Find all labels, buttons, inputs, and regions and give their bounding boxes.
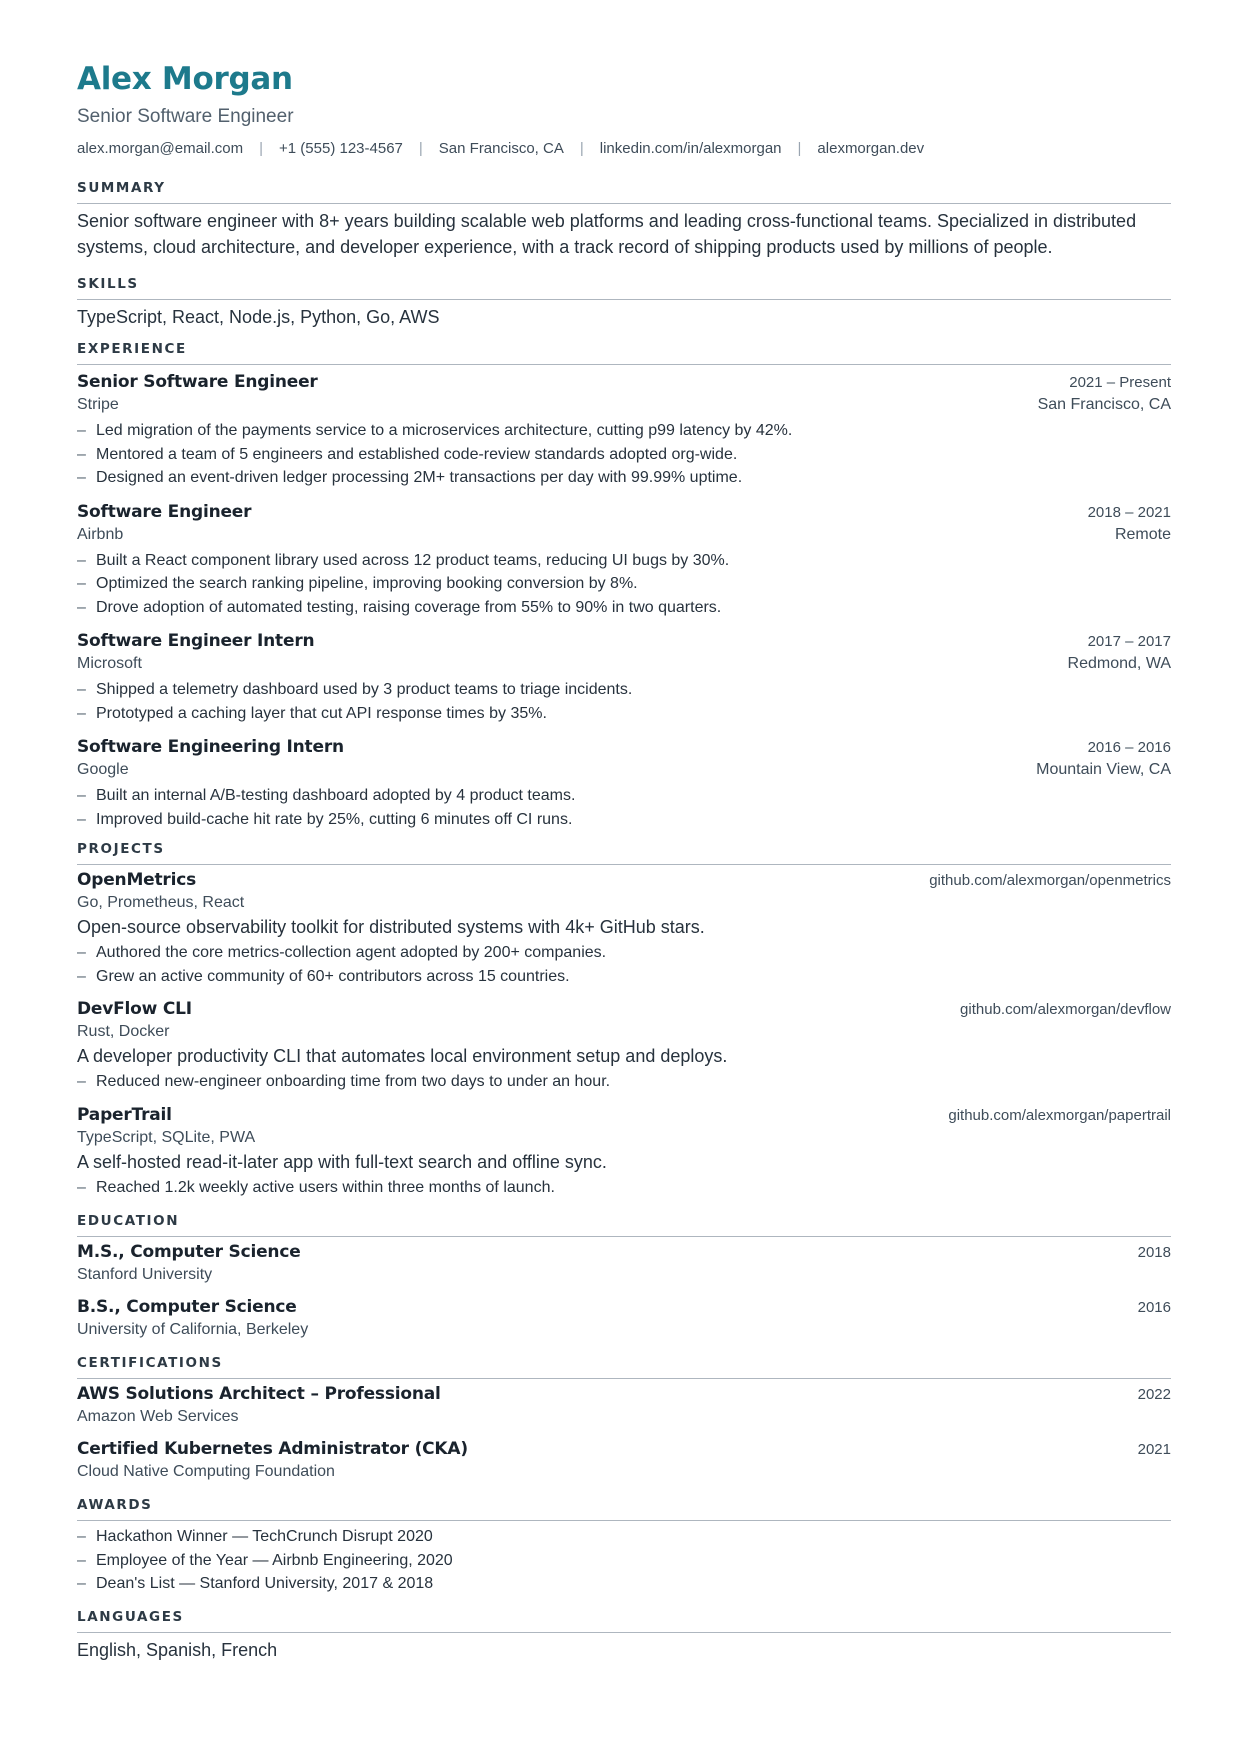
project-link[interactable]: github.com/alexmorgan/papertrail: [948, 1106, 1171, 1124]
job-dates: 2017 – 2017: [1087, 633, 1171, 650]
job-dates: 2018 – 2021: [1087, 503, 1171, 521]
section-heading: SUMMARY: [77, 180, 166, 196]
candidate-name: Alex Morgan: [77, 61, 293, 97]
project-bullets: [77, 1176, 1171, 1200]
experience-item: [77, 630, 1171, 725]
section-rule: [77, 1236, 1171, 1237]
experience-item: [77, 736, 1171, 831]
project-item: [77, 998, 1171, 1094]
job-title: Software Engineer Intern: [77, 631, 315, 651]
list-item: – Drove adoption of automated testing, raising coverage from 55% to 90% in two quarters.: [77, 598, 722, 616]
list-item: – Built a React component library used across 12 product teams, reducing UI bugs by 30%.: [77, 551, 730, 569]
project-description: A developer productivity CLI that automates local environment setup and deploys.: [77, 1046, 728, 1066]
job-location: Redmond, WA: [1067, 655, 1171, 672]
list-item: – Mentored a team of 5 engineers and established code-review standards adopted org-wide.: [77, 445, 738, 463]
section-education: [77, 1213, 1171, 1341]
resume-content: [77, 60, 1171, 1663]
list-item: – Built an internal A/B-testing dashboard adopted by 4 product teams.: [77, 787, 576, 804]
contact-website[interactable]: alexmorgan.dev: [817, 140, 925, 157]
degree-year: 2016: [1137, 1299, 1171, 1316]
section-certifications: [77, 1355, 1171, 1483]
project-name: OpenMetrics: [77, 870, 197, 890]
section-heading: CERTIFICATIONS: [77, 1355, 223, 1371]
certification-year: 2021: [1137, 1441, 1171, 1458]
experience-item: [77, 501, 1171, 620]
company-name: Microsoft: [77, 655, 142, 672]
job-bullets: [77, 549, 1171, 620]
section-skills: [77, 276, 1171, 330]
section-rule: [77, 1632, 1171, 1633]
section-heading: EXPERIENCE: [77, 341, 187, 357]
skills-text: TypeScript, React, Node.js, Python, Go, AWS: [77, 307, 440, 327]
certification-year: 2022: [1137, 1386, 1171, 1403]
section-heading: SKILLS: [77, 276, 139, 292]
project-bullets: [77, 941, 1171, 988]
section-languages: [77, 1609, 1171, 1663]
certification-name: Certified Kubernetes Administrator (CKA): [77, 1439, 468, 1459]
job-title: Software Engineer: [77, 501, 252, 522]
section-rule: [77, 1378, 1171, 1379]
company-name: Airbnb: [77, 525, 124, 543]
experience-item: [77, 371, 1171, 490]
contact-location: San Francisco, CA: [438, 140, 564, 157]
contact-separator: |: [259, 140, 264, 157]
project-bullets: [77, 1070, 1171, 1094]
project-link[interactable]: github.com/alexmorgan/openmetrics: [929, 872, 1171, 889]
company-name: Google: [77, 761, 129, 778]
list-item: – Prototyped a caching layer that cut API response times by 35%.: [77, 704, 547, 722]
school-name: University of California, Berkeley: [77, 1321, 309, 1338]
summary-text: Senior software engineer with 8+ years building scalable web platforms and leading cross-functional teams. Specialized in distributed systems, cloud architecture, and developer experience, with a track record of shipping products used by millions of people.: [77, 211, 1137, 257]
contact-separator: |: [418, 140, 423, 157]
list-item: – Improved build-cache hit rate by 25%, cutting 6 minutes off CI runs.: [77, 810, 573, 828]
company-name: Stripe: [77, 396, 119, 413]
project-stack: TypeScript, SQLite, PWA: [77, 1128, 256, 1146]
list-item: – Dean's List — Stanford University, 2017 & 2018: [77, 1575, 434, 1592]
list-item: – Led migration of the payments service to a microservices architecture, cutting p99 latency by 42%.: [77, 422, 793, 439]
section-heading: PROJECTS: [77, 841, 165, 857]
section-heading: LANGUAGES: [77, 1608, 184, 1625]
section-rule: [77, 299, 1171, 300]
degree-title: M.S., Computer Science: [77, 1242, 301, 1262]
list-item: – Reached 1.2k weekly active users within three months of launch.: [77, 1178, 555, 1196]
list-item: – Employee of the Year — Airbnb Engineering, 2020: [77, 1551, 453, 1569]
job-bullets: [77, 419, 1171, 490]
job-title: Software Engineering Intern: [77, 737, 344, 757]
job-location: San Francisco, CA: [1037, 396, 1171, 413]
section-rule: [77, 1520, 1171, 1521]
section-awards: [77, 1497, 1171, 1596]
languages-text: English, Spanish, French: [77, 1639, 278, 1660]
education-item: [77, 1296, 1171, 1341]
job-bullets: [77, 678, 1171, 725]
school-name: Stanford University: [77, 1266, 213, 1283]
project-description: Open-source observability toolkit for distributed systems with 4k+ GitHub stars.: [77, 917, 705, 937]
degree-title: B.S., Computer Science: [77, 1297, 297, 1317]
certification-item: [77, 1438, 1171, 1483]
job-location: Remote: [1114, 525, 1171, 543]
certification-issuer: Cloud Native Computing Foundation: [77, 1463, 335, 1480]
job-title: Senior Software Engineer: [77, 372, 318, 392]
awards-list: [77, 1525, 1171, 1596]
section-experience: [77, 341, 1171, 831]
candidate-role: Senior Software Engineer: [77, 106, 294, 127]
section-summary: [77, 180, 1171, 260]
certification-name: AWS Solutions Architect – Professional: [77, 1384, 441, 1404]
project-name: DevFlow CLI: [77, 999, 192, 1019]
contact-line: [77, 138, 1171, 160]
contact-separator: |: [797, 140, 802, 157]
contact-linkedin[interactable]: linkedin.com/in/alexmorgan: [599, 140, 782, 157]
project-stack: Go, Prometheus, React: [77, 894, 245, 911]
project-item: [77, 1104, 1171, 1200]
project-description: A self-hosted read-it-later app with full-text search and offline sync.: [77, 1151, 607, 1172]
section-rule: [77, 203, 1171, 204]
list-item: – Designed an event-driven ledger processing 2M+ transactions per day with 99.99% uptime.: [77, 469, 743, 486]
contact-separator: |: [579, 140, 584, 157]
section-rule: [77, 364, 1171, 365]
project-item: [77, 869, 1171, 988]
section-rule: [77, 864, 1171, 865]
job-location: Mountain View, CA: [1036, 761, 1171, 778]
job-bullets: [77, 784, 1171, 831]
section-heading: AWARDS: [77, 1497, 153, 1513]
certification-issuer: Amazon Web Services: [77, 1408, 239, 1425]
list-item: – Reduced new-engineer onboarding time from two days to under an hour.: [77, 1073, 611, 1090]
list-item: – Hackathon Winner — TechCrunch Disrupt 2020: [77, 1528, 433, 1545]
education-item: [77, 1241, 1171, 1286]
job-dates: 2016 – 2016: [1087, 739, 1171, 756]
section-heading: EDUCATION: [77, 1213, 180, 1229]
list-item: – Optimized the search ranking pipeline, improving booking conversion by 8%.: [77, 575, 638, 592]
contact-phone[interactable]: +1 (555) 123-4567: [279, 140, 403, 157]
list-item: – Grew an active community of 60+ contributors across 15 countries.: [77, 967, 570, 985]
certification-item: [77, 1383, 1171, 1428]
job-dates: 2021 – Present: [1069, 374, 1171, 391]
section-projects: [77, 841, 1171, 1199]
degree-year: 2018: [1137, 1244, 1171, 1261]
list-item: – Shipped a telemetry dashboard used by 3 product teams to triage incidents.: [77, 681, 633, 698]
contact-email[interactable]: alex.morgan@email.com: [77, 140, 244, 157]
list-item: – Authored the core metrics-collection agent adopted by 200+ companies.: [77, 944, 607, 961]
project-link[interactable]: github.com/alexmorgan/devflow: [960, 1001, 1171, 1018]
project-stack: Rust, Docker: [77, 1023, 170, 1040]
project-name: PaperTrail: [77, 1104, 172, 1125]
